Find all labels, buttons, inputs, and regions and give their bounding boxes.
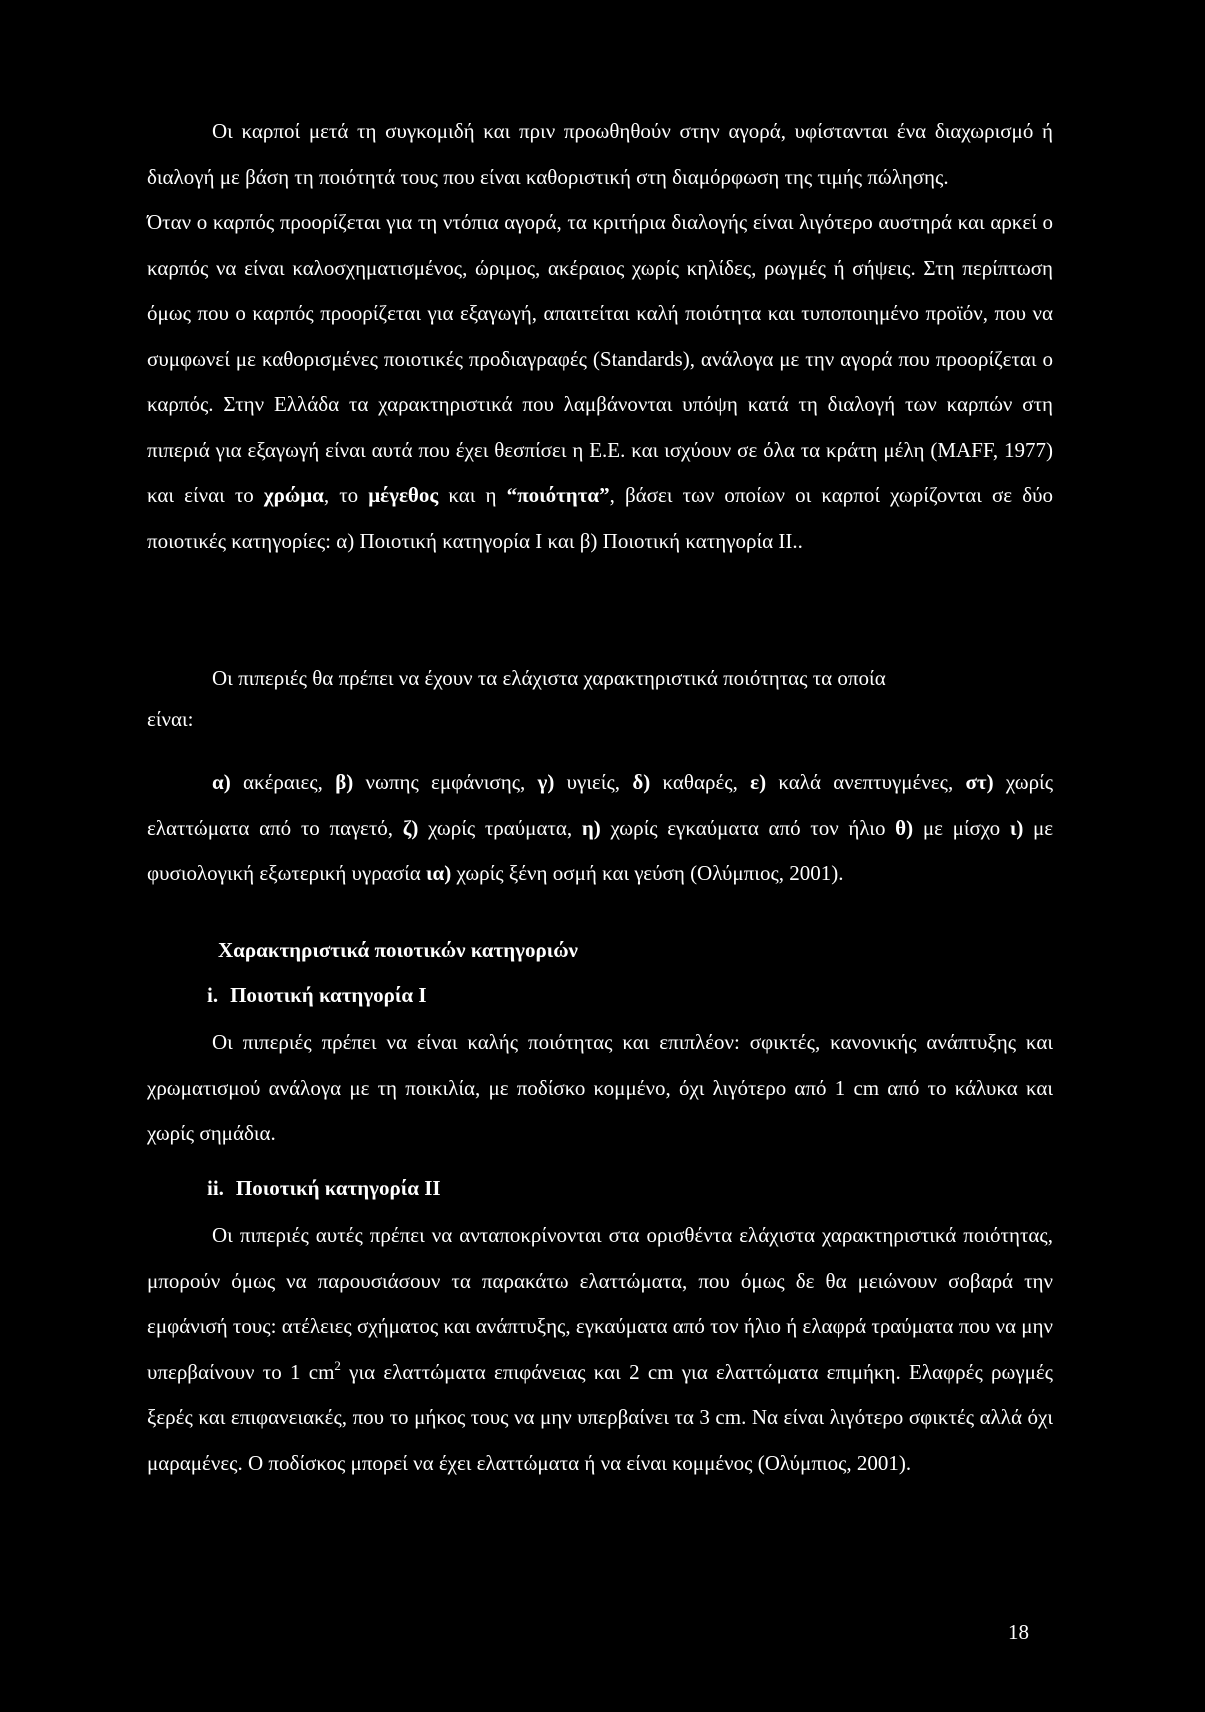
list-marker: ζ): [402, 815, 419, 840]
list-marker: δ): [632, 770, 651, 794]
category-2-text-part-1: Οι πιπεριές αυτές πρέπει να ανταποκρίνονται στα ορισθέντα ελάχιστα χαρακτηριστικά ποιότητας, μπορούν όμως να παρουσιάσουν τα παρακάτω ελαττώματα, που όμως δε θα μειώνουν σοβαρά την εμφάνισή τους: ατέλειες σχήματος και ανάπτυξης, εγκαύματα από τον ήλιο ή ελαφρά τραύματα που να μην υπερβαίνουν το 1 cm: [147, 1223, 1053, 1384]
category-1-number: i.: [207, 983, 219, 1007]
paragraph-minimum-requirements-text: Οι πιπεριές θα πρέπει να έχουν τα ελάχιστα χαρακτηριστικά ποιότητας τα οποία: [212, 666, 886, 690]
list-marker: η): [581, 815, 601, 840]
requirements-list: [147, 760, 1053, 897]
list-item-text: με φυσιολογική εξωτερική υγρασία: [147, 815, 1054, 885]
list-item-text: υγιείς,: [566, 770, 621, 794]
emphasis-size: μέγεθος: [368, 483, 439, 507]
list-item-text: χωρίς τραύματα,: [428, 815, 573, 840]
paragraph-minimum-requirements: [147, 656, 1053, 702]
paragraph-intro: [147, 109, 1053, 564]
list-marker: ι): [1009, 815, 1024, 840]
list-item-text: χωρίς ελαττώματα από το παγετό,: [147, 770, 1054, 840]
list-item-text: ακέραιες,: [243, 770, 323, 794]
category-2-text-part-2: για ελαττώματα επιφάνειας και 2 cm για ελαττώματα επιμήκη. Ελαφρές ρωγμές ξερές και επιφανειακές, που το μήκος τους να μην υπερβαίνει τα 3 cm. Να είναι λιγότερο σφικτές αλλά όχι μαραμένες. Ο ποδίσκος μπορεί να έχει ελαττώματα ή να είναι κομμένος (Ολύμπιος, 2001).: [147, 1359, 1053, 1475]
list-item-text: καθαρές,: [662, 770, 738, 794]
emphasis-color: χρώμα: [263, 483, 324, 507]
paragraph-export-connector-2: και η: [448, 483, 497, 507]
emphasis-quality: “ποιότητα”: [506, 483, 610, 507]
list-marker: β): [335, 770, 354, 794]
category-1-text: Οι πιπεριές πρέπει να είναι καλής ποιότητας και επιπλέον: σφικτές, κανονικής ανάπτυξης και χρωματισμού ανάλογα με τη ποικιλία, με ποδίσκο κομμένο, όχι λιγότερο από 1 cm από το κάλυκα και χωρίς σημάδια.: [147, 1030, 1053, 1145]
section-heading: Χαρακτηριστικά ποιοτικών κατηγοριών: [218, 938, 578, 962]
list-marker: θ): [895, 815, 914, 840]
category-1-heading: [207, 980, 427, 1010]
list-marker: γ): [537, 770, 555, 794]
category-2-title: Ποιοτική κατηγορία II: [235, 1176, 441, 1200]
list-item-text: καλά ανεπτυγμένες,: [778, 770, 954, 794]
page-number: 18: [1008, 1620, 1029, 1644]
list-marker: ια): [426, 861, 452, 885]
list-marker: ε): [750, 770, 767, 794]
paragraph-export-text: Όταν ο καρπός προορίζεται για τη ντόπια αγορά, τα κριτήρια διαλογής είναι λιγότερο αυστηρά και αρκεί ο καρπός να είναι καλοσχηματισμένος, ώριμος, ακέραιος χωρίς κηλίδες, ρωγμές ή σήψεις. Στη περίπτωση όμως που ο καρπός προορίζεται για εξαγωγή, απαιτείται καλή ποιότητα και τυποποιημένο προϊόν, που να συμφωνεί με καθορισμένες ποιοτικές προδιαγραφές (Standards), ανάλογα με την αγορά που προορίζεται ο καρπός. Στην Ελλάδα τα χαρακτηριστικά που λαμβάνονται υπόψη κατά τη διαλογή των καρπών στη πιπεριά για εξαγωγή είναι αυτά που έχει θεσπίσει η Ε.Ε. και ισχύουν σε όλα τα κράτη μέλη (MAFF, 1977) και είναι το: [147, 210, 1053, 507]
list-marker: στ): [965, 770, 994, 794]
category-2-heading: [207, 1173, 441, 1203]
list-item-text: χωρίς ξένη οσμή και γεύση (Ολύμπιος, 2001).: [456, 861, 844, 885]
paragraph-intro-text: Οι καρποί μετά τη συγκομιδή και πριν προωθηθούν στην αγορά, υφίστανται ένα διαχωρισμό ή διαλογή με βάση τη ποιότητά τους που είναι καθοριστική στη διαμόρφωση της τιμής πώλησης.: [147, 119, 1053, 189]
paragraph-export-connector-1: , το: [323, 483, 359, 507]
list-item-text: με μίσχο: [922, 815, 1001, 840]
category-2-paragraph: [147, 1213, 1053, 1486]
list-item-text: νωπης εμφάνισης,: [365, 770, 526, 794]
list-item-text: χωρίς εγκαύματα από τον ήλιο: [610, 815, 886, 840]
category-1-paragraph: [147, 1020, 1053, 1157]
list-marker: α): [212, 770, 231, 794]
category-2-number: ii.: [207, 1176, 224, 1200]
paragraph-export-ending: , βάσει των οποίων οι καρποί χωρίζονται σε δύο ποιοτικές κατηγορίες: α) Ποιοτική κατηγορία I και β) Ποιοτική κατηγορία II..: [147, 483, 1054, 553]
superscript-square: 2: [334, 1357, 341, 1373]
paragraph-minimum-requirements-label: είναι:: [147, 707, 194, 731]
category-1-title: Ποιοτική κατηγορία I: [230, 983, 427, 1007]
